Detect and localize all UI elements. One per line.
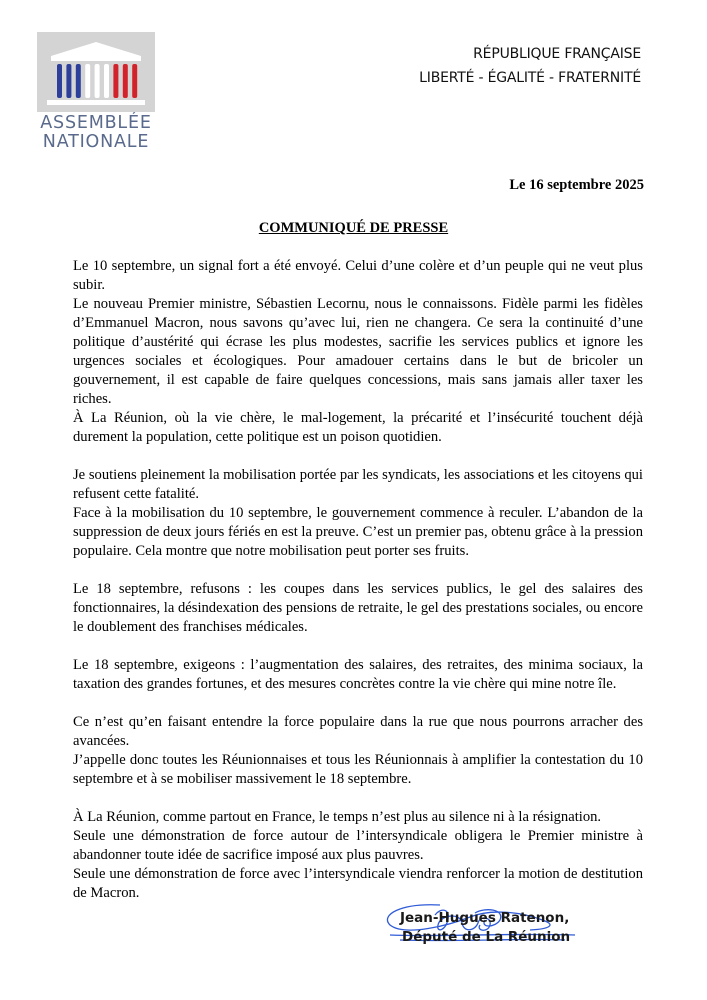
body-paragraph: Ce n’est qu’en faisant entendre la force populaire dans la rue que nous pourrons arracher des avancées. [73,714,643,749]
logo-column [66,64,71,98]
logo-column [113,64,118,98]
signatory-name: Jean-Hugues Ratenon, [400,910,570,926]
document-title: COMMUNIQUÉ DE PRESSE [258,220,449,236]
republic-header [419,42,641,90]
republic-motto: LIBERTÉ - ÉGALITÉ - FRATERNITÉ [419,70,641,86]
document-body [73,257,643,903]
body-paragraph: Le 18 septembre, exigeons : l’augmentation des salaires, des retraites, des minima sociaux, la taxation des grandes fortunes, et des mesures concrètes contre la vie chère qui mine notre île. [73,657,643,692]
logo-column [95,64,100,98]
signatory-role: Député de La Réunion [402,929,571,945]
assemblee-nationale-logo [37,32,155,152]
body-paragraph: À La Réunion, où la vie chère, le mal-logement, la précarité et l’insécurité touchent déjà durement la population, cette politique est un poison quotidien. [73,410,643,445]
logo-column [76,64,81,98]
body-paragraph: Le 18 septembre, refusons : les coupes dans les services publics, le gel des salaires des fonctionnaires, la désindexation des pensions de retraite, le gel des prestations sociales, ou encore le doublement des franchises médicales. [73,581,643,635]
paragraph-spacer [73,561,643,580]
logo-word-2: NATIONALE [42,132,150,152]
paragraph-spacer [73,637,643,656]
signature-block [400,909,570,947]
body-paragraph: Seule une démonstration de force avec l’intersyndicale viendra renforcer la motion de destitution de Macron. [73,866,643,901]
logo-word-1: ASSEMBLÉE [40,113,152,133]
body-paragraph: À La Réunion, comme partout en France, le temps n’est plus au silence ni à la résignation. [73,809,602,825]
logo-wordmark [37,114,155,152]
body-paragraph: Je soutiens pleinement la mobilisation portée par les syndicats, les associations et les citoyens qui refusent cette fatalité. [73,467,643,502]
logo-column [123,64,128,98]
body-paragraph: Le 10 septembre, un signal fort a été envoyé. Celui d’une colère et d’un peuple qui ne veut plus subir. [73,258,643,293]
body-paragraph: J’appelle donc toutes les Réunionnaises et tous les Réunionnais à amplifier la contestation du 10 septembre et à se mobiliser massivement le 18 septembre. [73,752,643,787]
paragraph-spacer [73,447,643,466]
logo-column [57,64,62,98]
paragraph-spacer [73,694,643,713]
republic-title: RÉPUBLIQUE FRANÇAISE [473,46,641,62]
paragraph-spacer [73,789,643,808]
logo-emblem [37,32,155,112]
logo-column [104,64,109,98]
body-paragraph: Seule une démonstration de force autour de l’intersyndicale obligera le Premier ministre à abandonner toute idée de sacrifice imposé aux plus pauvres. [73,828,643,863]
body-paragraph: Face à la mobilisation du 10 septembre, le gouvernement commence à reculer. L’abandon de la suppression de deux jours fériés en est la preuve. C’est un premier pas, obtenu grâce à la pression populaire. Cela montre que notre mobilisation peut porter ses fruits. [73,505,643,559]
palais-bourbon-icon [37,32,155,112]
logo-column [132,64,137,98]
body-paragraph: Le nouveau Premier ministre, Sébastien Lecornu, nous le connaissons. Fidèle parmi les fidèles d’Emmanuel Macron, nous savons qu’avec lui, rien ne changera. Ce sera la continuité d’une politique d’austérité qui écrase les plus modestes, sacrifie les services publics et ignore les urgences sociales et écologiques. Pour amadouer certains dans le but de bricoler un gouvernement, il est capable de faire quelques concessions, mais sans jamais aller taxer les riches. [73,296,643,407]
document-date: Le 16 septembre 2025 [509,177,644,193]
logo-column [85,64,90,98]
